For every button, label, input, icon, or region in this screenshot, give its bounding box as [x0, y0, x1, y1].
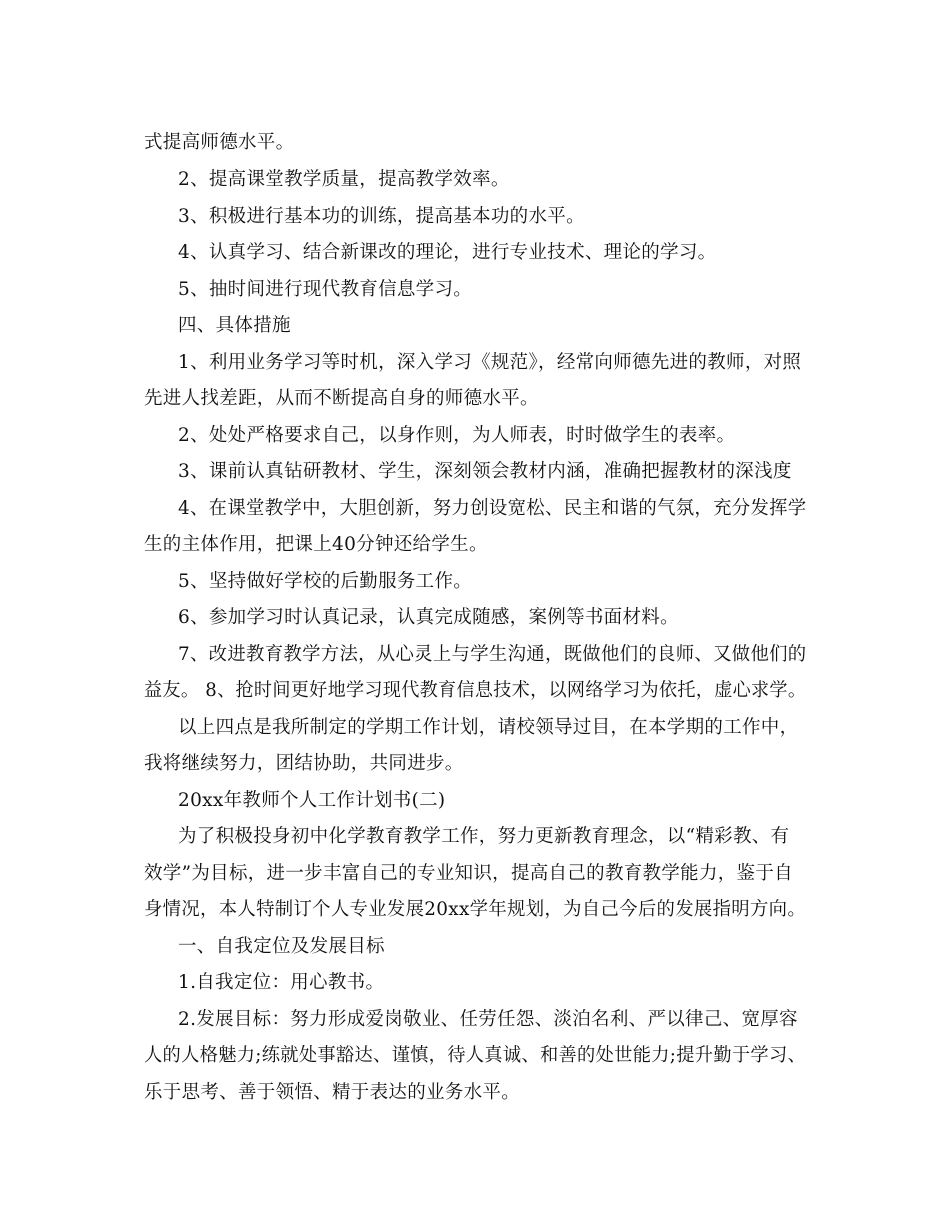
text-line: 1、利用业务学习等时机，深入学习《规范》，经常向师德先进的教师，对照: [178, 352, 802, 373]
text-line: 3、课前认真钻研教材、学生，深刻领会教材内涵，准确把握教材的深浅度: [178, 461, 792, 482]
text-line: 生的主体作用，把课上40分钟还给学生。: [144, 534, 488, 555]
text-line: 5、坚持做好学校的后勤服务工作。: [178, 571, 473, 592]
text-line: 以上四点是我所制定的学期工作计划，请校领导过目，在本学期的工作中，: [178, 717, 799, 738]
text-line: 效学”为目标，进一步丰富自己的专业知识，提高自己的教育教学能力，鉴于自: [144, 863, 793, 884]
text-line: 人的人格魅力;练就处事豁达、谨慎，待人真诚、和善的处世能力;提升勤于学习、: [144, 1045, 807, 1066]
section-heading: 四、具体措施: [178, 315, 291, 336]
text-line: 2.发展目标：努力形成爱岗敬业、任劳任怨、淡泊名利、严以律己、宽厚容: [178, 1009, 798, 1030]
text-line: 2、处处严格要求自己，以身作则，为人师表，时时做学生的表率。: [178, 425, 736, 446]
text-line: 式提高师德水平。: [144, 132, 295, 153]
text-line: 益友。 8、抢时间更好地学习现代教育信息技术，以网络学习为依托，虚心求学。: [144, 680, 807, 701]
text-line: 先进人找差距，从而不断提高自身的师德水平。: [144, 388, 539, 409]
section-title: 20xx年教师个人工作计划书(二): [178, 790, 446, 811]
text-line: 4、认真学习、结合新课改的理论，进行专业技术、理论的学习。: [178, 242, 717, 263]
text-line: 3、积极进行基本功的训练，提高基本功的水平。: [178, 206, 585, 227]
text-line: 1.自我定位：用心教书。: [178, 972, 385, 993]
text-line: 身情况，本人特制订个人专业发展20xx学年规划，为自己今后的发展指明方向。: [144, 899, 807, 920]
text-line: 5、抽时间进行现代教育信息学习。: [178, 279, 473, 300]
text-line: 乐于思考、善于领悟、精于表达的业务水平。: [144, 1082, 521, 1103]
text-line: 2、提高课堂教学质量，提高教学效率。: [178, 169, 510, 190]
text-line: 我将继续努力，团结协助，共同进步。: [144, 753, 464, 774]
text-line: 6、参加学习时认真记录，认真完成随感，案例等书面材料。: [178, 607, 679, 628]
text-line: 为了积极投身初中化学教育教学工作，努力更新教育理念，以“精彩教、有: [178, 826, 790, 847]
text-line: 4、在课堂教学中，大胆创新，努力创设宽松、民主和谐的气氛，充分发挥学: [178, 498, 807, 519]
text-line: 7、改进教育教学方法，从心灵上与学生沟通，既做他们的良师、又做他们的: [178, 644, 807, 665]
section-heading: 一、自我定位及发展目标: [178, 936, 385, 957]
